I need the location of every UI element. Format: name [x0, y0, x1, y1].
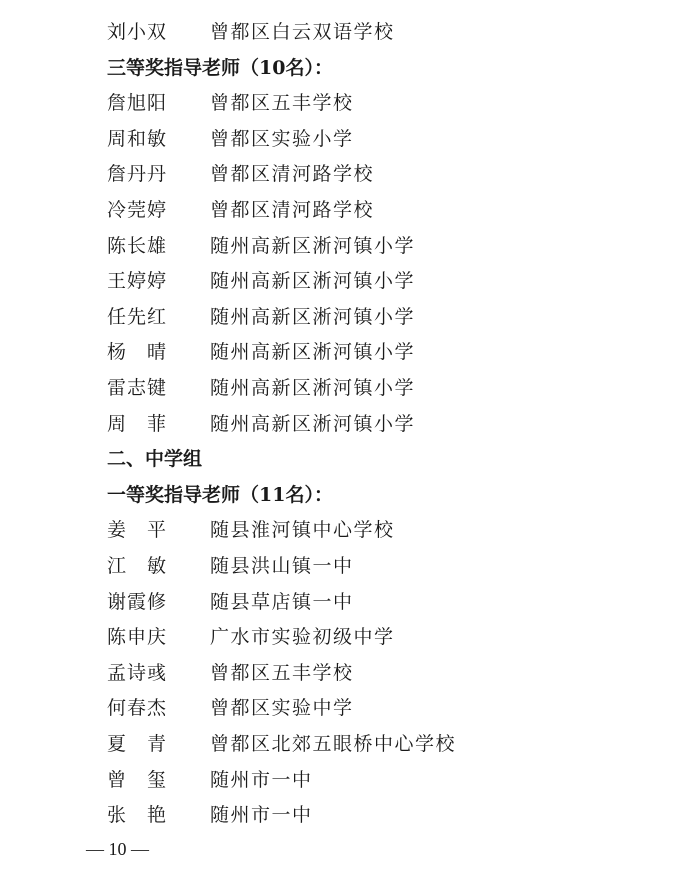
teacher-name: 杨 晴 [107, 341, 168, 363]
school-name: 随县草店镇一中 [210, 591, 354, 613]
teacher-name: 詹丹丹 [107, 163, 168, 185]
school-name: 随州高新区淅河镇小学 [210, 377, 416, 399]
school-name: 随州高新区淅河镇小学 [210, 235, 416, 257]
teacher-name: 任先红 [107, 306, 168, 328]
teacher-name: 张 艳 [107, 804, 168, 826]
school-name: 曾都区白云双语学校 [210, 21, 395, 43]
teacher-name: 夏 青 [107, 733, 168, 755]
school-name: 广水市实验初级中学 [210, 626, 395, 648]
school-name: 随州高新区淅河镇小学 [210, 270, 416, 292]
section-heading: 一等奖指导老师（11名）： [107, 484, 333, 506]
school-name: 曾都区清河路学校 [210, 163, 375, 185]
school-name: 曾都区实验小学 [210, 128, 354, 150]
teacher-name: 孟诗彧 [107, 662, 168, 684]
teacher-name: 詹旭阳 [107, 92, 168, 114]
school-name: 曾都区五丰学校 [210, 92, 354, 114]
teacher-name: 周和敏 [107, 128, 168, 150]
teacher-name: 陈长雄 [107, 235, 168, 257]
teacher-name: 姜 平 [107, 519, 168, 541]
school-name: 曾都区清河路学校 [210, 199, 375, 221]
section-heading: 三等奖指导老师（10名）： [107, 57, 333, 79]
teacher-name: 陈申庆 [107, 626, 168, 648]
section-heading: 二、中学组 [107, 448, 203, 470]
teacher-name: 周 菲 [107, 413, 168, 435]
school-name: 曾都区五丰学校 [210, 662, 354, 684]
school-name: 随州高新区淅河镇小学 [210, 413, 416, 435]
teacher-name: 谢霞修 [107, 591, 168, 613]
teacher-name: 雷志键 [107, 377, 168, 399]
school-name: 曾都区北郊五眼桥中心学校 [210, 733, 457, 755]
teacher-name: 冷莞婷 [107, 199, 168, 221]
teacher-name: 曾 玺 [107, 769, 168, 791]
school-name: 随州市一中 [210, 769, 313, 791]
school-name: 随县洪山镇一中 [210, 555, 354, 577]
teacher-name: 江 敏 [107, 555, 168, 577]
teacher-name: 刘小双 [107, 21, 168, 43]
school-name: 曾都区实验中学 [210, 697, 354, 719]
teacher-name: 王婷婷 [107, 270, 168, 292]
school-name: 随县淮河镇中心学校 [210, 519, 395, 541]
school-name: 随州高新区淅河镇小学 [210, 341, 416, 363]
page-number: — 10 — [86, 839, 149, 859]
teacher-name: 何春杰 [107, 697, 168, 719]
school-name: 随州市一中 [210, 804, 313, 826]
school-name: 随州高新区淅河镇小学 [210, 306, 416, 328]
